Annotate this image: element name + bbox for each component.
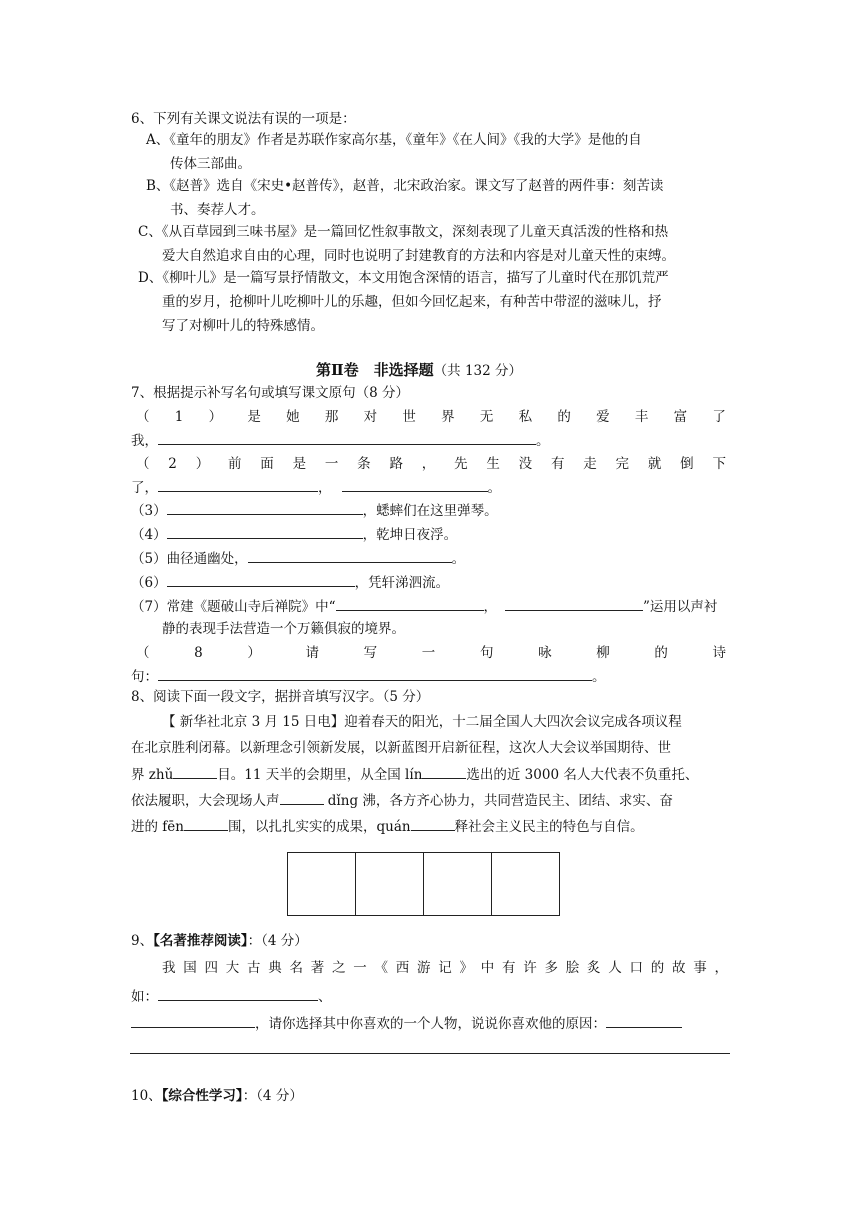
q10-stem — [131, 1086, 303, 1106]
spaced-char: 界 — [441, 409, 455, 425]
q7-blank-1[interactable] — [158, 430, 536, 445]
spaced-char: 我 — [162, 960, 176, 976]
spaced-char: 2 — [168, 456, 177, 472]
answer-cell-2[interactable] — [356, 853, 424, 915]
spaced-char: 一 — [421, 645, 436, 661]
q9-answer-line[interactable] — [130, 1053, 730, 1054]
spaced-char: 故 — [672, 960, 686, 976]
q7-line2-mid: ， — [318, 480, 332, 496]
q7-line2-tail: 。 — [487, 480, 501, 496]
spaced-char: 的 — [654, 645, 668, 661]
q7-line6-num: （6） — [131, 575, 167, 591]
q10-tag: 【综合性学习】 — [161, 1088, 243, 1104]
answer-cell-3[interactable] — [424, 853, 492, 915]
spaced-char: 著 — [310, 960, 325, 976]
q9-score: ：（4 分） — [247, 933, 308, 949]
spaced-char: 她 — [286, 409, 300, 425]
q8-para-1: 【 新华社北京 3 月 15 日电】迎着春天的阳光，十二届全国人大四次会议完成各项议程 — [162, 714, 682, 730]
q6-option-a: A、《童年的朋友》作者是苏联作家高尔基，《童年》《在人间》《我的大学》是他的自 — [146, 132, 642, 148]
spaced-char: 柳 — [596, 645, 610, 661]
q10-score: ：（4 分） — [242, 1088, 303, 1104]
spaced-char: 私 — [518, 409, 533, 425]
spaced-char: 四 — [204, 960, 218, 976]
q7-blank-7a[interactable] — [336, 596, 484, 611]
section-title — [316, 360, 522, 381]
spaced-char: 典 — [268, 960, 282, 976]
spaced-char: 世 — [402, 409, 416, 425]
spaced-char: 8 — [194, 645, 203, 661]
spaced-char: 一 — [353, 960, 367, 976]
spaced-char: 咏 — [538, 645, 552, 661]
q7-stem: 7、根据提示补写名句或填写课文原句（8 分） — [131, 385, 409, 401]
q7-line1-prefix: 我， — [131, 433, 158, 449]
q7-blank-6[interactable] — [167, 572, 355, 587]
spaced-char: ） — [195, 456, 210, 472]
spaced-char: 走 — [583, 456, 597, 472]
q9-line3 — [131, 1013, 682, 1034]
q7-line1 — [136, 407, 726, 427]
q8-blank-ding[interactable] — [280, 790, 324, 805]
q9-line2-tail: 、 — [318, 989, 332, 1005]
q7-blank-2a[interactable] — [158, 477, 318, 492]
q7-line3-text: ，蟋蟀们在这里弹琴。 — [362, 503, 498, 519]
q6-option-d: D、《柳叶儿》是一篇写景抒情散文，本文用饱含深情的语言，描写了儿童时代在那饥荒严 — [138, 270, 669, 286]
spaced-char: 就 — [647, 456, 662, 472]
spaced-char: （ — [136, 409, 150, 425]
spaced-char: （ — [136, 456, 150, 472]
q9-line2-prefix: 如： — [131, 989, 158, 1005]
q9-num: 9、 — [131, 933, 154, 949]
q7-line4-num: （4） — [131, 527, 167, 543]
q9-blank-2[interactable] — [131, 1013, 255, 1028]
q7-line7-text: （7）常建《题破山寺后禅院》中“ — [131, 599, 336, 615]
q6-option-a-cont: 传体三部曲。 — [170, 156, 251, 172]
spaced-char: 没 — [518, 456, 533, 472]
spaced-char: 下 — [712, 456, 726, 472]
spaced-char: 完 — [615, 456, 630, 472]
q7-line8 — [136, 643, 726, 663]
q8-para-2: 在北京胜利闭幕。以新理念引领新发展，以新蓝图开启新征程，这次人大会议举国期待、世 — [131, 740, 671, 756]
q9-line2 — [131, 986, 332, 1007]
spaced-char: 爱 — [596, 409, 610, 425]
spaced-char: 《 — [374, 960, 388, 976]
spaced-char: 条 — [357, 456, 371, 472]
spaced-char: 生 — [486, 456, 500, 472]
spaced-char: 许 — [523, 960, 537, 976]
q7-line7 — [131, 596, 717, 617]
spaced-char: 对 — [363, 409, 378, 425]
q8-para-5 — [131, 816, 644, 837]
q7-line2 — [136, 454, 726, 474]
q9-stem — [131, 931, 308, 951]
spaced-char: 是 — [247, 409, 261, 425]
q9-blank-3[interactable] — [606, 1013, 682, 1028]
spaced-char: 路 — [389, 456, 403, 472]
spaced-char: 炙 — [587, 960, 601, 976]
q8-p4-a: 依法履职，大会现场人声 — [131, 793, 280, 809]
spaced-char: 倒 — [680, 456, 694, 472]
q7-line6-text: ，凭轩涕泗流。 — [354, 575, 450, 591]
spaced-char: 事 — [693, 960, 707, 976]
spaced-char: 的 — [650, 960, 665, 976]
q7-line6 — [131, 572, 449, 593]
q7-blank-7b[interactable] — [505, 596, 643, 611]
spaced-char: 》 — [459, 960, 473, 976]
spaced-char: 国 — [183, 960, 197, 976]
answer-cell-4[interactable] — [492, 853, 559, 915]
q7-line8-end — [131, 666, 606, 687]
q6-option-c-cont: 爱大自然追求自由的心理，同时也说明了封建教育的方法和内容是对儿童天性的束缚。 — [162, 248, 675, 264]
spaced-char: 丰 — [634, 409, 649, 425]
q7-blank-3[interactable] — [167, 500, 363, 515]
q6-option-d-cont2: 写了对柳叶儿的特殊感情。 — [162, 318, 324, 334]
q7-blank-5[interactable] — [248, 548, 452, 563]
spaced-char: 前 — [227, 456, 242, 472]
spaced-char: 诗 — [712, 645, 726, 661]
q7-blank-4[interactable] — [167, 524, 363, 539]
spaced-char: 之 — [332, 960, 346, 976]
spaced-char: 富 — [673, 409, 688, 425]
q6-option-d-cont: 重的岁月，抢柳叶儿吃柳叶儿的乐趣，但如今回忆起来，有种苦中带涩的滋味儿，抒 — [162, 294, 662, 310]
spaced-char: 写 — [363, 645, 378, 661]
q7-line5 — [131, 548, 465, 569]
spaced-char: 西 — [395, 960, 410, 976]
spaced-char: 无 — [479, 409, 494, 425]
q8-p4-b: dǐng 沸，各方齐心协力，共同营造民主、团结、求实、奋 — [323, 793, 673, 809]
spaced-char: 古 — [247, 960, 261, 976]
spaced-char: 了 — [712, 409, 726, 425]
q9-line1 — [162, 958, 728, 978]
answer-cell-1[interactable] — [288, 853, 356, 915]
spaced-char: 是 — [292, 456, 307, 472]
q8-p3-a: 界 zhǔ — [131, 767, 174, 783]
q8-p5-c: 释社会主义民主的特色与自信。 — [454, 819, 644, 835]
q6-option-b-cont: 书、奏荐人才。 — [170, 202, 265, 218]
q6-stem: 6、下列有关课文说法有误的一项是： — [131, 111, 356, 127]
q9-tag: 【名著推荐阅读】 — [153, 933, 248, 949]
spaced-char: 脍 — [565, 960, 580, 976]
q8-blank-zhu[interactable] — [173, 764, 217, 779]
spaced-char: 记 — [438, 960, 452, 976]
q8-p5-b: 围，以扎扎实实的成果，quán — [227, 819, 411, 835]
spaced-char: 一 — [324, 456, 339, 472]
spaced-char: 大 — [225, 960, 240, 976]
q7-line4 — [131, 524, 457, 545]
spaced-char: ） — [247, 645, 261, 661]
q7-line1-end — [131, 430, 550, 451]
spaced-char: 请 — [305, 645, 320, 661]
spaced-char: 多 — [544, 960, 558, 976]
q7-line5-text: （5）曲径通幽处， — [131, 551, 248, 567]
q8-p3-b: 目。11 天半的会期里，从全国 lín — [217, 767, 423, 783]
q7-line4-text: ，乾坤日夜浮。 — [362, 527, 458, 543]
q8-blank-quan[interactable] — [411, 816, 455, 831]
answer-grid — [287, 852, 560, 916]
q8-para-3 — [131, 764, 698, 785]
q8-p3-c: 选出的近 3000 名人大代表不负重托、 — [466, 767, 699, 783]
spaced-char: 人 — [608, 960, 622, 976]
spaced-char: 先 — [454, 456, 468, 472]
spaced-char: ， — [421, 456, 436, 472]
section-score: （共 132 分） — [433, 363, 523, 379]
q6-option-c: C、《从百草园到三味书屋》是一篇回忆性叙事散文，深刻表现了儿童天真活泼的性格和热 — [138, 224, 669, 240]
section-title-main: 第Ⅱ卷 非选择题 — [316, 361, 434, 379]
spaced-char: 中 — [480, 960, 495, 976]
spaced-char: 名 — [289, 960, 303, 976]
q9-line3-text: ，请你选择其中你喜欢的一个人物，说说你喜欢他的原因： — [255, 1016, 606, 1032]
q7-line2-prefix: 了， — [131, 480, 158, 496]
spaced-char: 游 — [417, 960, 431, 976]
q8-blank-fen[interactable] — [184, 816, 228, 831]
spaced-char: 句 — [479, 645, 494, 661]
spaced-char: 有 — [550, 456, 565, 472]
q8-p5-a: 进的 fēn — [131, 819, 184, 835]
spaced-char: （ — [136, 645, 150, 661]
q7-line8-prefix: 句： — [131, 669, 158, 685]
spaced-char: 面 — [260, 456, 274, 472]
q7-line7-mid: ， — [483, 599, 497, 615]
q7-line1-tail: 。 — [536, 433, 550, 449]
spaced-char: 的 — [557, 409, 571, 425]
q9-blank-1[interactable] — [158, 986, 318, 1001]
q7-line2-end — [131, 477, 501, 498]
q7-blank-8[interactable] — [158, 666, 592, 681]
q7-line8-tail: 。 — [592, 669, 606, 685]
q10-num: 10、 — [131, 1088, 162, 1104]
q8-blank-lin[interactable] — [422, 764, 466, 779]
q8-para-4 — [131, 790, 673, 811]
q7-line5-tail: 。 — [451, 551, 466, 567]
q6-option-b: B、《赵普》选自《宋史•赵普传》，赵普，北宋政治家。课文写了赵普的两件事：刻苦读 — [146, 178, 664, 194]
q7-line7-cont: 静的表现手法营造一个万籁俱寂的境界。 — [162, 621, 405, 637]
spaced-char: ， — [714, 960, 728, 976]
spaced-char: 1 — [174, 409, 184, 425]
q7-line3-num: （3） — [131, 503, 167, 519]
q7-line7-tail: ”运用以声衬 — [643, 599, 718, 615]
spaced-char: 口 — [629, 960, 643, 976]
q7-blank-2b[interactable] — [342, 477, 488, 492]
spaced-char: 有 — [502, 960, 516, 976]
q7-line3 — [131, 500, 498, 521]
q8-stem: 8、阅读下面一段文字，据拼音填写汉字。（5 分） — [131, 689, 430, 705]
spaced-char: 那 — [324, 409, 339, 425]
spaced-char: ） — [208, 409, 223, 425]
